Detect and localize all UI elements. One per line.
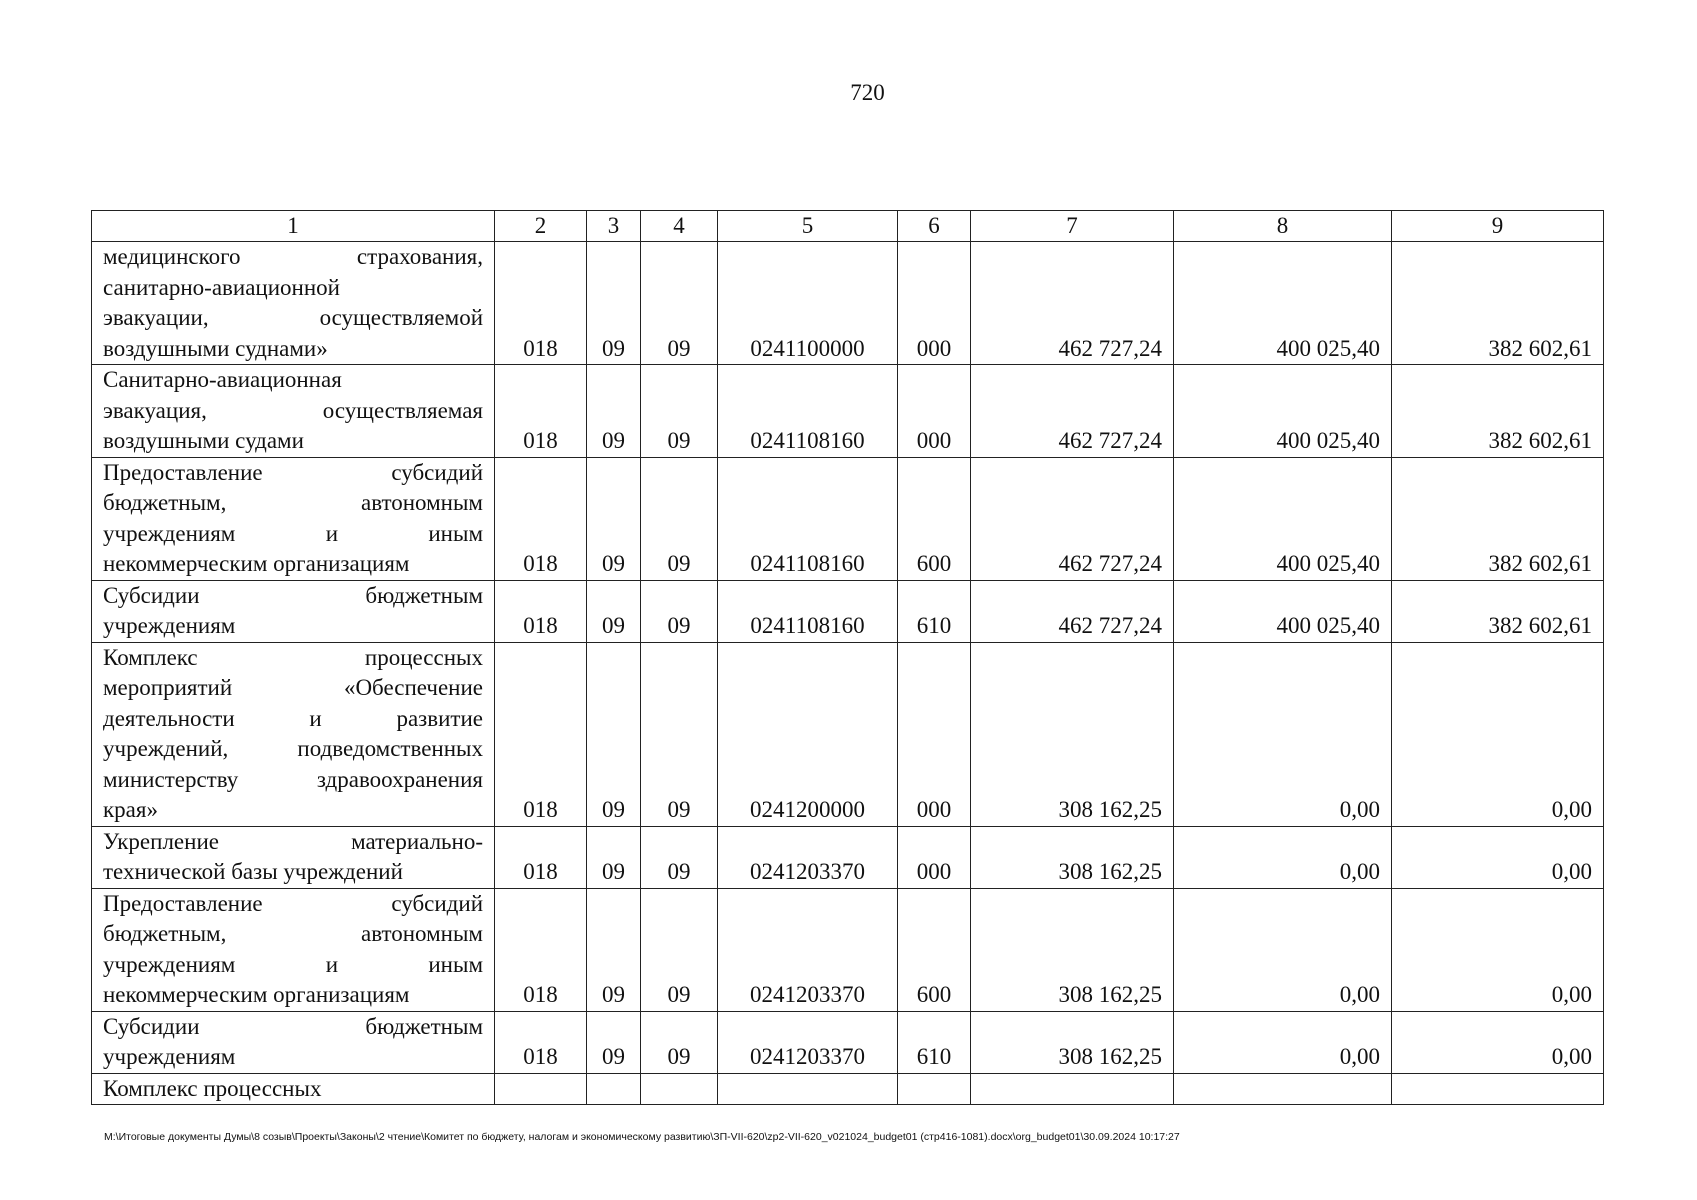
row-description [92,457,495,580]
subsection-cell: 09 [641,826,718,888]
subsection-cell: 09 [641,642,718,826]
target-article-cell: 0241108160 [718,580,898,642]
description-line: деятельности и развитие [103,705,483,731]
header-col-1: 1 [92,211,495,242]
header-col-8: 8 [1174,211,1392,242]
amount-2026-cell: 400 025,40 [1174,242,1392,365]
description-line: Комплекс процессных [103,1075,322,1101]
description-line: учреждениям и иным [103,520,483,546]
description-line: учреждений, подведомственных [103,736,483,761]
table-row [92,365,1604,458]
amount-2027-cell: 0,00 [1392,642,1604,826]
target-article-cell: 0241108160 [718,457,898,580]
ministry-code-cell: 018 [495,580,587,642]
amount-2026-cell: 400 025,40 [1174,580,1392,642]
amount-2025-cell: 462 727,24 [971,242,1174,365]
amount-2026-cell: 0,00 [1174,1011,1392,1073]
ministry-code-cell: 018 [495,888,587,1011]
subsection-cell: 09 [641,580,718,642]
description-line: Субсидии бюджетным [103,582,483,608]
expense-type-cell: 610 [898,580,971,642]
description-line: учреждениям [103,613,236,638]
description-line: некоммерческим организациям [103,551,410,576]
section-cell: 09 [587,888,641,1011]
target-article-cell: 0241203370 [718,826,898,888]
amount-2025-cell: 308 162,25 [971,642,1174,826]
row-description [92,580,495,642]
target-article-cell [718,1073,898,1105]
description-line: технической базы учреждений [103,859,403,884]
table-row [92,1073,1604,1105]
page-number: 720 [850,80,885,105]
description-line: эвакуации, осуществляемой [103,305,483,330]
header-col-6: 6 [898,211,971,242]
description-line: Комплекс процессных [103,644,483,670]
target-article-cell: 0241200000 [718,642,898,826]
table-row [92,888,1604,1011]
amount-2027-cell [1392,1073,1604,1105]
ministry-code-cell: 018 [495,826,587,888]
description-line: министерству здравоохранения [103,766,483,792]
expense-type-cell: 000 [898,642,971,826]
table-row [92,642,1604,826]
amount-2027-cell: 382 602,61 [1392,457,1604,580]
subsection-cell: 09 [641,1011,718,1073]
row-description [92,888,495,1011]
row-description [92,242,495,365]
target-article-cell: 0241108160 [718,365,898,458]
header-col-2: 2 [495,211,587,242]
target-article-cell: 0241203370 [718,888,898,1011]
description-line: воздушными судами [103,428,304,453]
amount-2026-cell: 0,00 [1174,642,1392,826]
table-header [92,211,1604,242]
amount-2027-cell: 382 602,61 [1392,580,1604,642]
ministry-code-cell: 018 [495,1011,587,1073]
header-row [92,211,1604,242]
amount-2025-cell: 308 162,25 [971,888,1174,1011]
amount-2026-cell: 400 025,40 [1174,457,1392,580]
row-description [92,1073,495,1105]
row-description [92,826,495,888]
table-body [92,242,1604,1105]
amount-2025-cell: 308 162,25 [971,1011,1174,1073]
row-description [92,365,495,458]
amount-2025-cell [971,1073,1174,1105]
expense-type-cell: 610 [898,1011,971,1073]
section-cell [587,1073,641,1105]
section-cell: 09 [587,580,641,642]
description-line: Субсидии бюджетным [103,1013,483,1039]
description-line: эвакуация, осуществляемая [103,397,483,423]
row-description [92,1011,495,1073]
subsection-cell [641,1073,718,1105]
amount-2025-cell: 462 727,24 [971,365,1174,458]
description-line: края» [103,797,158,822]
amount-2027-cell: 0,00 [1392,1011,1604,1073]
table-row [92,457,1604,580]
description-line: бюджетным, автономным [103,921,483,946]
ministry-code-cell: 018 [495,242,587,365]
subsection-cell: 09 [641,888,718,1011]
table-row [92,242,1604,365]
description-line: санитарно-авиационной [103,274,340,300]
table-row [92,1011,1604,1073]
section-cell: 09 [587,365,641,458]
amount-2025-cell: 462 727,24 [971,580,1174,642]
section-cell: 09 [587,1011,641,1073]
table-row [92,826,1604,888]
ministry-code-cell: 018 [495,365,587,458]
target-article-cell: 0241203370 [718,1011,898,1073]
description-line: Предоставление субсидий [103,459,483,485]
header-col-5: 5 [718,211,898,242]
description-line: медицинского страхования, [103,244,483,269]
expense-type-cell: 000 [898,365,971,458]
header-col-4: 4 [641,211,718,242]
description-line: мероприятий «Обеспечение [103,675,483,700]
section-cell: 09 [587,826,641,888]
amount-2027-cell: 0,00 [1392,826,1604,888]
expense-type-cell: 600 [898,457,971,580]
expense-type-cell: 000 [898,826,971,888]
amount-2025-cell: 462 727,24 [971,457,1174,580]
amount-2026-cell: 400 025,40 [1174,365,1392,458]
subsection-cell: 09 [641,242,718,365]
expense-type-cell [898,1073,971,1105]
table-row [92,580,1604,642]
section-cell: 09 [587,457,641,580]
expense-type-cell: 600 [898,888,971,1011]
description-line: Укрепление материально- [103,828,483,854]
amount-2027-cell: 382 602,61 [1392,242,1604,365]
expense-type-cell: 000 [898,242,971,365]
description-line: воздушными суднами» [103,335,328,361]
row-description [92,642,495,826]
header-col-7: 7 [971,211,1174,242]
amount-2026-cell: 0,00 [1174,826,1392,888]
budget-table [91,210,1604,1105]
description-line: некоммерческим организациям [103,982,410,1007]
amount-2026-cell [1174,1073,1392,1105]
amount-2027-cell: 382 602,61 [1392,365,1604,458]
description-line: учреждениям и иным [103,951,483,977]
ministry-code-cell: 018 [495,457,587,580]
file-path-footer: M:\Итоговые документы Думы\8 созыв\Проекты\Законы\2 чтение\Комитет по бюджету, налогам и экономическому развитию\ЗП-VII-620\zp2-VII-620_v021024_budget01 (стр416-1081).docx\org_budget01\30.09.2024 10:17:27 [104,1131,1180,1143]
ministry-code-cell: 018 [495,642,587,826]
description-line: Санитарно-авиационная [103,367,342,392]
amount-2027-cell: 0,00 [1392,888,1604,1011]
description-line: бюджетным, автономным [103,490,483,515]
description-line: Предоставление субсидий [103,890,483,916]
section-cell: 09 [587,242,641,365]
target-article-cell: 0241100000 [718,242,898,365]
description-line: учреждениям [103,1044,236,1069]
header-col-9: 9 [1392,211,1604,242]
subsection-cell: 09 [641,365,718,458]
header-col-3: 3 [587,211,641,242]
ministry-code-cell [495,1073,587,1105]
section-cell: 09 [587,642,641,826]
subsection-cell: 09 [641,457,718,580]
amount-2025-cell: 308 162,25 [971,826,1174,888]
amount-2026-cell: 0,00 [1174,888,1392,1011]
